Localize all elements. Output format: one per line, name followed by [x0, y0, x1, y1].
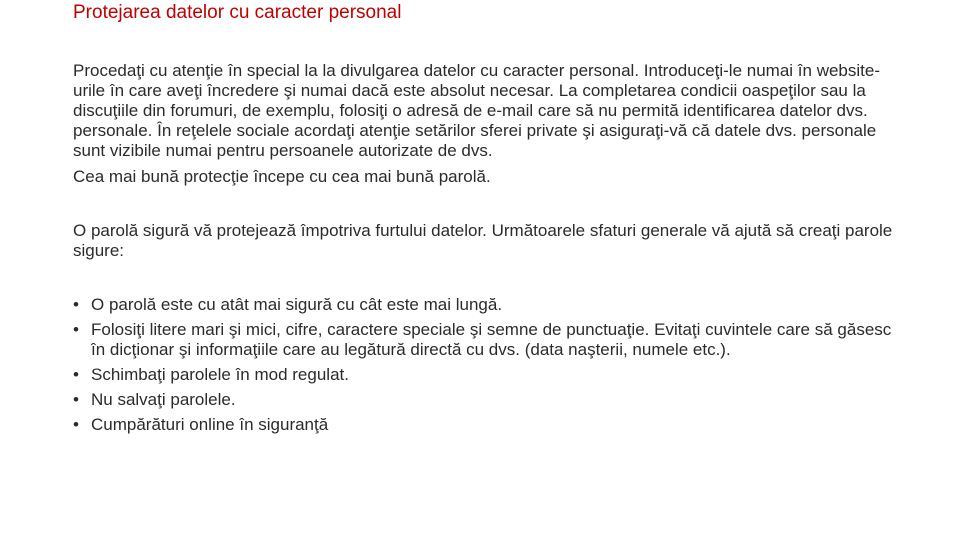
list-item: [73, 295, 903, 315]
paragraph-password-intro: O parolă sigură vă protejează împotriva furtului datelor. Următoarele sfaturi generale vă ajută să creaţi parole sigure:: [73, 221, 893, 260]
bullet-icon: •: [73, 415, 79, 434]
paragraph-data-protection: Procedaţi cu atenţie în special la la divulgarea datelor cu caracter personal. Introduceţi-le numai în website-urile în care aveţi încredere şi numai dacă este absolut necesar. La completarea condicii oaspeţilor sau la discuţiile din forumuri, de exemplu, folosiţi o adresă de e-mail care să nu permită identificarea datelor dvs. personale. În reţelele sociale acordaţi atenţie setărilor sferei private şi asiguraţi-vă că datele dvs. personale sunt vizibile numai pentru persoanele autorizate de dvs.: [73, 61, 880, 160]
password-tips-list: [73, 295, 903, 435]
bullet-icon: •: [73, 390, 79, 409]
slide-title: Protejarea datelor cu caracter personal: [73, 2, 402, 23]
bullet-icon: •: [73, 320, 79, 339]
list-item-text: Cumpărături online în siguranţă: [91, 415, 329, 434]
slide-body: [73, 61, 903, 440]
paragraph-best-password: Cea mai bună protecţie începe cu cea mai bună parolă.: [73, 167, 491, 186]
list-item: [73, 390, 903, 410]
list-item: [73, 320, 903, 360]
list-item: [73, 415, 903, 435]
list-item-text: O parolă este cu atât mai sigură cu cât este mai lungă.: [91, 295, 503, 314]
list-item-text: Nu salvaţi parolele.: [91, 390, 236, 409]
bullet-icon: •: [73, 295, 79, 314]
list-item: [73, 365, 903, 385]
bullet-icon: •: [73, 365, 79, 384]
list-item-text: Folosiţi litere mari şi mici, cifre, caractere speciale şi semne de punctuaţie. Evitaţi cuvintele care să găsesc în dicţionar şi informaţiile care au legătură directă cu dvs. (data naşterii, numele etc.).: [91, 320, 892, 359]
list-item-text: Schimbaţi parolele în mod regulat.: [91, 365, 349, 384]
